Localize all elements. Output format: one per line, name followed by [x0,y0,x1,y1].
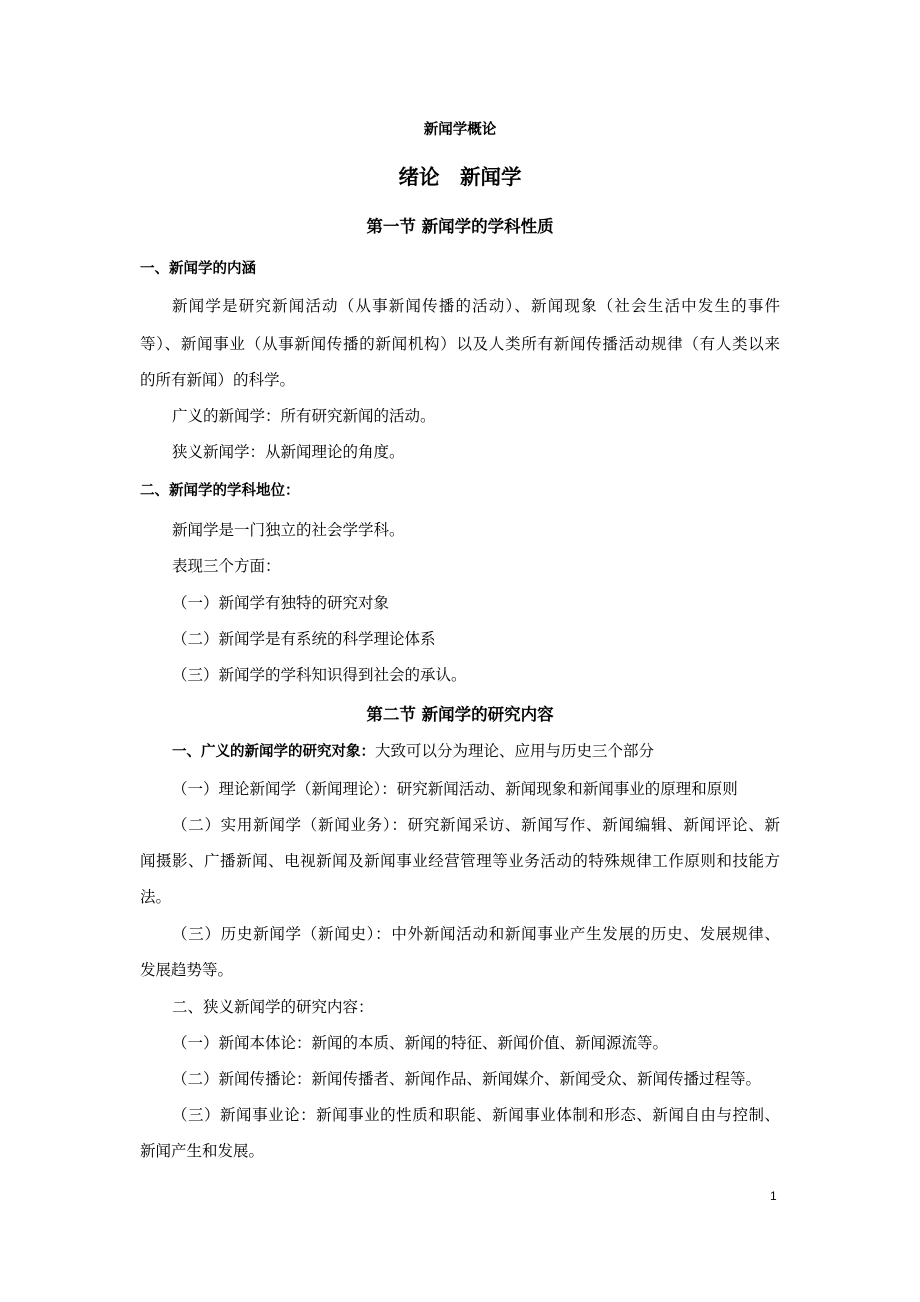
aspect-item: （二）新闻学是有系统的科学理论体系 [172,630,436,648]
broad-item-continuation: 发展趋势等。 [140,961,234,979]
page-number: 1 [770,1189,777,1203]
paragraph-line: 的所有新闻）的科学。 [140,371,296,389]
paragraph-line: 等）、新闻事业（从事新闻传播的新闻机构）以及人类所有新闻传播活动规律（有人类以来 [140,335,780,353]
aspects-intro: 表现三个方面： [172,557,281,575]
discipline-statement: 新闻学是一门独立的社会学学科。 [172,521,405,539]
broad-definition: 广义的新闻学：所有研究新闻的活动。 [172,407,436,425]
section1-title: 第一节 新闻学的学科性质 [366,217,554,236]
narrow-item: （三）新闻事业论：新闻事业的性质和职能、新闻事业体制和形态、新闻自由与控制、 [172,1106,780,1124]
section1-heading-connotation: 一、新闻学的内涵 [140,261,256,277]
broad-research-heading-rest: 大致可以分为理论、应用与历史三个部分 [375,742,655,760]
aspect-item: （三）新闻学的学科知识得到社会的承认。 [172,666,467,684]
broad-item: （一）理论新闻学（新闻理论）：研究新闻活动、新闻现象和新闻事业的原理和原则 [172,780,738,798]
broad-item: （三）历史新闻学（新闻史）：中外新闻活动和新闻事业产生发展的历史、发展规律、 [172,925,780,943]
narrow-item: （一）新闻本体论：新闻的本质、新闻的特征、新闻价值、新闻源流等。 [172,1034,669,1052]
document-title: 新闻学概论 [423,122,497,138]
broad-research-heading [172,741,654,762]
broad-item-continuation: 法。 [140,888,172,906]
section1-heading-status: 二、新闻学的学科地位： [140,483,300,499]
narrow-item-continuation: 新闻产生和发展。 [140,1142,265,1160]
broad-item-continuation: 闻摄影、广播新闻、电视新闻及新闻事业经营管理等业务活动的特殊规律工作原则和技能方 [140,852,780,870]
section2-title: 第二节 新闻学的研究内容 [366,705,554,724]
aspect-item: （一）新闻学有独特的研究对象 [172,594,390,612]
broad-item: （二）实用新闻学（新闻业务）：研究新闻采访、新闻写作、新闻编辑、新闻评论、新 [172,816,780,834]
narrow-definition: 狭义新闻学：从新闻理论的角度。 [172,443,405,461]
narrow-research-heading: 二、狭义新闻学的研究内容： [172,998,374,1016]
paragraph-line: 新闻学是研究新闻活动（从事新闻传播的活动）、新闻现象（社会生活中发生的事件 [172,297,780,315]
narrow-item: （二）新闻传播论：新闻传播者、新闻作品、新闻媒介、新闻受众、新闻传播过程等。 [172,1070,762,1088]
chapter-title: 绪论 新闻学 [398,165,522,189]
broad-research-heading-bold: 一、广义的新闻学的研究对象： [172,744,375,760]
